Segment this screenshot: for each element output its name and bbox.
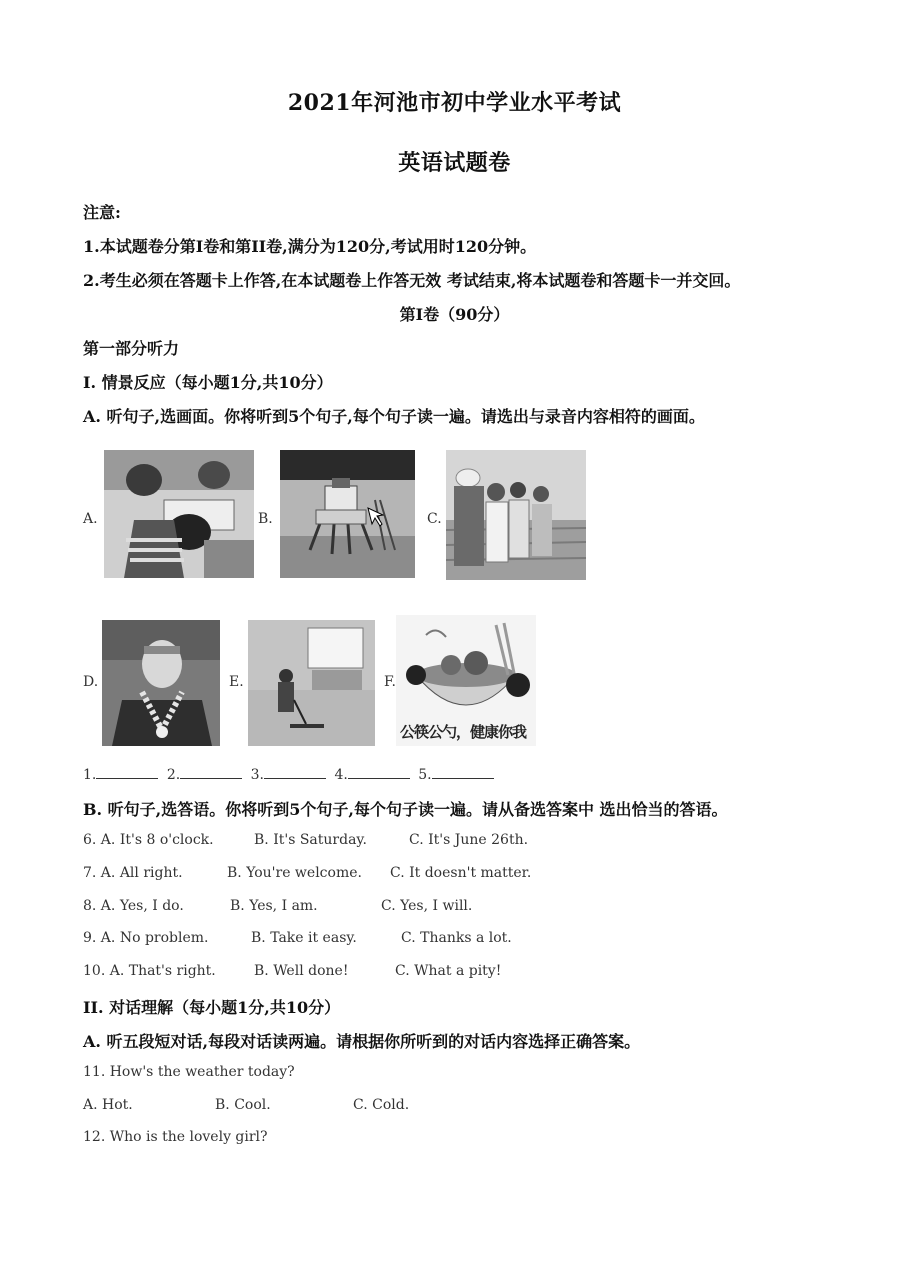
exam-title: 2021年河池市初中学业水平考试 [287, 90, 622, 116]
section-2-part-a-instruction: A. 听五段短对话,每段对话读两遍。请根据你所听到的对话内容选择正确答案。 [83, 1032, 641, 1051]
people-in-rice-field-photo [446, 450, 586, 580]
answer-blank-5[interactable] [432, 766, 494, 779]
blank-label-2: 2. [166, 767, 181, 783]
q8-option-a: 8. A. Yes, I do. [83, 898, 184, 914]
q6-option-c: C. It's June 26th. [409, 832, 529, 848]
notice-item-1: 1.本试题卷分第I卷和第II卷,满分为120分,考试用时120分钟。 [83, 237, 537, 256]
picture-label-e: E. [229, 674, 244, 690]
exam-subtitle: 英语试题卷 [398, 150, 511, 176]
section-1-part-a-instruction: A. 听句子,选画面。你将听到5个句子,每个句子读一遍。请选出与录音内容相符的画面。 [83, 407, 705, 426]
part-heading: 第一部分听力 [83, 339, 180, 358]
q7-option-c: C. It doesn't matter. [390, 865, 532, 881]
blank-label-3: 3. [250, 767, 264, 783]
answer-blank-2[interactable] [180, 766, 242, 779]
q12-text: 12. Who is the lovely girl? [83, 1129, 268, 1145]
section-1-heading: I. 情景反应（每小题1分,共10分） [83, 373, 333, 392]
q8-option-b: B. Yes, I am. [230, 898, 318, 914]
answer-blank-4[interactable] [348, 766, 410, 779]
picture-label-c: C. [427, 511, 442, 527]
q6-option-b: B. It's Saturday. [254, 832, 367, 848]
picture-f-caption: 公筷公勺，健康你我 [400, 723, 527, 741]
man-with-medal-photo [102, 620, 220, 746]
answer-blank-1[interactable] [96, 766, 158, 779]
q10-option-b: B. Well done! [254, 963, 349, 979]
q9-option-c: C. Thanks a lot. [401, 930, 512, 946]
volume-heading: 第I卷（90分） [399, 305, 510, 324]
blank-label-4: 4. [334, 767, 348, 783]
person-mopping-floor-photo [248, 620, 375, 746]
blank-label-1: 1. [83, 767, 97, 783]
q11-option-a: A. Hot. [83, 1097, 133, 1113]
picture-label-a: A. [83, 511, 98, 527]
q10-option-a: 10. A. That's right. [83, 963, 216, 979]
q11-option-c: C. Cold. [353, 1097, 410, 1113]
blank-label-5: 5. [418, 767, 432, 783]
picture-label-b: B. [258, 511, 273, 527]
food-bowl-cartoon-photo [396, 615, 536, 746]
q11-option-b: B. Cool. [215, 1097, 271, 1113]
q7-option-a: 7. A. All right. [83, 865, 183, 881]
picture-label-d: D. [83, 674, 99, 690]
answer-blank-3[interactable] [264, 766, 326, 779]
q11-text: 11. How's the weather today? [83, 1064, 295, 1080]
section-1-part-b-instruction: B. 听句子,选答语。你将听到5个句子,每个句子读一遍。请从备选答案中 选出恰当的答语。 [83, 800, 728, 819]
section-2-heading: II. 对话理解（每小题1分,共10分） [83, 998, 341, 1017]
lunar-lander-photo [280, 450, 415, 578]
q8-option-c: C. Yes, I will. [381, 898, 473, 914]
q6-option-a: 6. A. It's 8 o'clock. [83, 832, 214, 848]
q9-option-b: B. Take it easy. [251, 930, 357, 946]
q9-option-a: 9. A. No problem. [83, 930, 209, 946]
q10-option-c: C. What a pity! [395, 963, 502, 979]
notice-label: 注意: [83, 203, 121, 222]
picture-label-f: F. [384, 674, 396, 690]
q7-option-b: B. You're welcome. [227, 865, 362, 881]
students-reading-photo [104, 450, 254, 578]
answer-blanks-row [83, 766, 498, 783]
notice-item-2: 2.考生必须在答题卡上作答,在本试题卷上作答无效 考试结束,将本试题卷和答题卡一并交回。 [83, 271, 741, 290]
